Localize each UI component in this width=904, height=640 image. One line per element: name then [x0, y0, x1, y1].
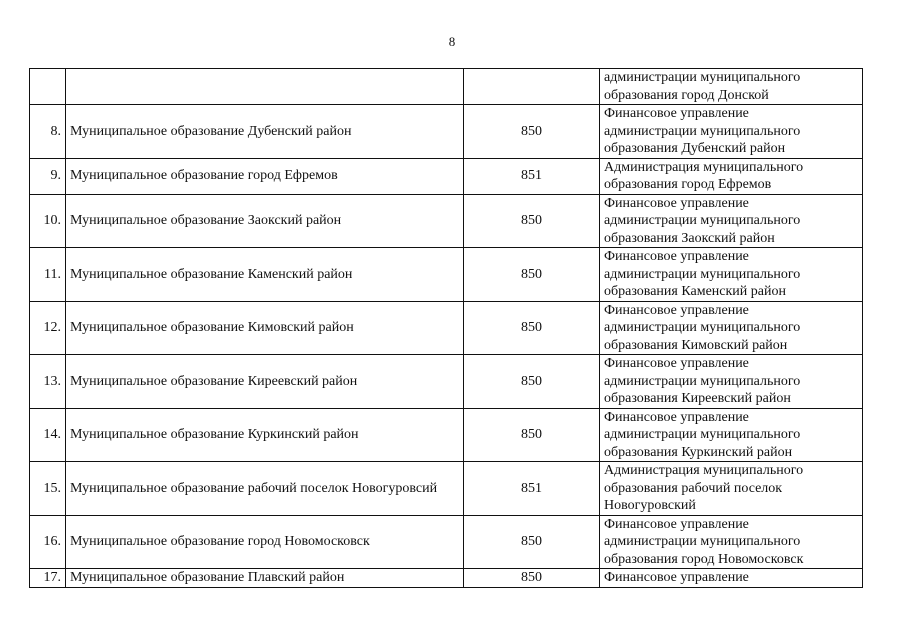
administrator-line: администрации муниципального	[604, 320, 801, 335]
row-number: 12.	[30, 301, 66, 355]
administrator-line: Финансовое управление	[604, 195, 749, 211]
administrator-line: администрации муниципального	[604, 534, 801, 549]
budget-code: 850	[464, 355, 600, 409]
municipality-name: Муниципальное образование город Ефремов	[66, 158, 464, 194]
administrator-line: Администрация муниципального	[604, 463, 804, 478]
table-row	[30, 248, 863, 302]
administrator-line: образования Каменский район	[604, 284, 786, 299]
table-row	[30, 69, 863, 105]
row-number: 9.	[30, 158, 66, 194]
administrator-line: образования Куркинский район	[604, 444, 793, 460]
row-number: 8.	[30, 105, 66, 159]
municipality-name: Муниципальное образование рабочий поселок Новогуровсий	[66, 462, 464, 516]
municipality-name: Муниципальное образование Каменский район	[66, 248, 464, 302]
table-row	[30, 194, 863, 248]
municipality-name: Муниципальное образование Кимовский район	[66, 301, 464, 355]
row-number: 17.	[30, 569, 66, 588]
administrator-line: образования Кимовский район	[604, 337, 788, 353]
administrator-line: администрации муниципального	[604, 213, 801, 228]
municipality-name: Муниципальное образование город Новомосковск	[66, 515, 464, 569]
row-number: 14.	[30, 408, 66, 462]
administrator-line: Администрация муниципального	[604, 159, 804, 175]
budget-code: 851	[464, 158, 600, 194]
table-row	[30, 462, 863, 516]
administrator-line: Финансовое управление	[604, 249, 749, 264]
administrator-line: администрации муниципального	[604, 266, 801, 282]
administrator-line: администрации муниципального	[604, 123, 801, 139]
administrator-cell	[600, 194, 863, 248]
budget-code: 850	[464, 408, 600, 462]
administrator-line: Финансовое управление	[604, 409, 749, 425]
table-row	[30, 301, 863, 355]
municipality-name: Муниципальное образование Плавский район	[66, 569, 464, 588]
budget-code: 850	[464, 569, 600, 588]
budget-code: 850	[464, 248, 600, 302]
row-number: 15.	[30, 462, 66, 516]
row-number	[30, 69, 66, 105]
row-number: 16.	[30, 515, 66, 569]
budget-code	[464, 69, 600, 105]
budget-code: 850	[464, 515, 600, 569]
administrator-cell	[600, 462, 863, 516]
table-row	[30, 569, 863, 588]
administrator-line: образования Заокский район	[604, 230, 775, 246]
table-body	[30, 69, 863, 588]
administrator-line: Финансовое управление	[604, 302, 749, 318]
administrator-line: Новогуровский	[604, 498, 696, 513]
municipality-name: Муниципальное образование Киреевский район	[66, 355, 464, 409]
administrator-line: администрации муниципального	[604, 70, 801, 85]
budget-code: 850	[464, 105, 600, 159]
administrator-line: Финансовое управление	[604, 570, 749, 585]
row-number: 11.	[30, 248, 66, 302]
municipality-name: Муниципальное образование Дубенский район	[66, 105, 464, 159]
administrator-cell	[600, 158, 863, 194]
municipality-name: Муниципальное образование Заокский район	[66, 194, 464, 248]
administrator-line: Финансовое управление	[604, 106, 749, 121]
administrator-line: образования город Новомосковск	[604, 551, 804, 567]
page-number: 8	[448, 34, 456, 49]
municipality-name	[66, 69, 464, 105]
administrator-line: образования город Донской	[604, 87, 769, 103]
administrator-cell	[600, 105, 863, 159]
administrator-line: администрации муниципального	[604, 427, 801, 442]
administrator-line: образования рабочий поселок	[604, 480, 783, 496]
administrator-line: Финансовое управление	[604, 516, 749, 532]
table-row	[30, 105, 863, 159]
administrator-cell	[600, 355, 863, 409]
administrator-cell	[600, 569, 863, 588]
budget-code: 851	[464, 462, 600, 516]
budget-code: 850	[464, 301, 600, 355]
table-row	[30, 158, 863, 194]
administrator-cell	[600, 515, 863, 569]
administrator-line: образования город Ефремов	[604, 177, 772, 192]
row-number: 10.	[30, 194, 66, 248]
administrator-cell	[600, 69, 863, 105]
budget-code: 850	[464, 194, 600, 248]
administrator-line: администрации муниципального	[604, 373, 801, 389]
table-row	[30, 408, 863, 462]
administrator-cell	[600, 408, 863, 462]
table-row	[30, 515, 863, 569]
municipality-name: Муниципальное образование Куркинский район	[66, 408, 464, 462]
row-number: 13.	[30, 355, 66, 409]
administrator-line: образования Дубенский район	[604, 141, 786, 156]
administrator-line: Финансовое управление	[604, 356, 749, 371]
administrator-line: образования Киреевский район	[604, 391, 791, 406]
administrator-cell	[600, 248, 863, 302]
administrator-cell	[600, 301, 863, 355]
table-row	[30, 355, 863, 409]
municipalities-table	[29, 68, 863, 588]
